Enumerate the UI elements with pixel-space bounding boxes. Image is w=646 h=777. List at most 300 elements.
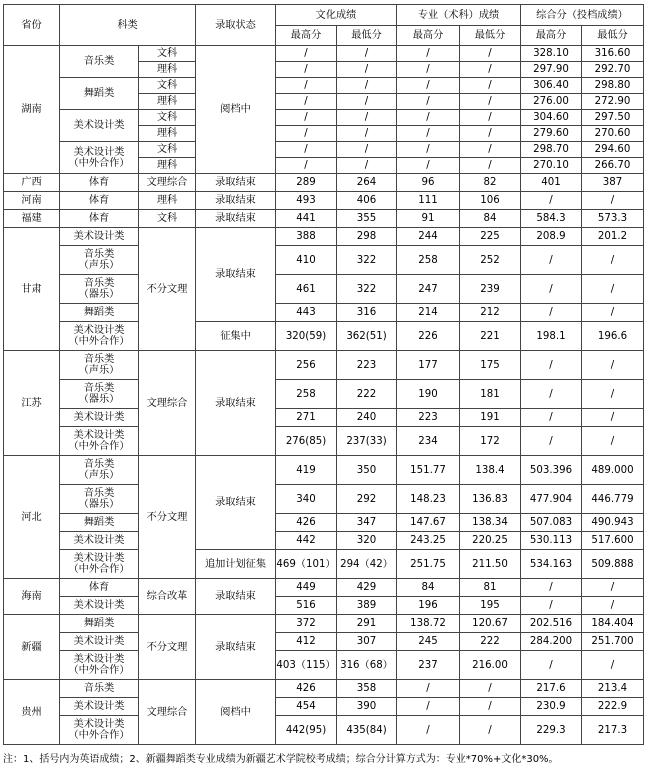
- table-cell: 292: [337, 485, 397, 514]
- table-row: [4, 246, 644, 275]
- table-cell: 234: [397, 427, 460, 456]
- table-row: [4, 615, 644, 633]
- table-cell: 220.25: [460, 532, 521, 550]
- table-cell: 216.00: [460, 651, 521, 680]
- table-cell: 289: [276, 174, 337, 192]
- table-cell: 录取结束: [196, 615, 276, 680]
- table-cell: /: [337, 126, 397, 142]
- header-province: 省份: [4, 5, 60, 46]
- table-cell: /: [521, 579, 582, 597]
- table-cell: 184.404: [582, 615, 644, 633]
- table-cell: /: [337, 158, 397, 174]
- table-cell: 138.34: [460, 514, 521, 532]
- table-cell: 271: [276, 409, 337, 427]
- table-cell: 河北: [4, 456, 60, 579]
- table-cell: /: [397, 142, 460, 158]
- table-cell: 追加计划征集: [196, 550, 276, 579]
- table-cell: 442: [276, 532, 337, 550]
- table-cell: /: [397, 78, 460, 94]
- table-cell: /: [460, 94, 521, 110]
- table-cell: 270.10: [521, 158, 582, 174]
- table-cell: 294（42）: [337, 550, 397, 579]
- table-cell: 综合改革: [139, 579, 196, 615]
- header-professional-low: 最低分: [460, 26, 521, 46]
- table-cell: 196.6: [582, 322, 644, 351]
- table-cell: /: [460, 110, 521, 126]
- table-cell: 244: [397, 228, 460, 246]
- table-cell: 体育: [60, 210, 139, 228]
- table-cell: 美术设计类: [60, 633, 139, 651]
- table-cell: 258: [397, 246, 460, 275]
- table-cell: 517.600: [582, 532, 644, 550]
- table-cell: 录取结束: [196, 228, 276, 322]
- table-cell: 322: [337, 246, 397, 275]
- table-cell: 270.60: [582, 126, 644, 142]
- table-cell: 211.50: [460, 550, 521, 579]
- table-cell: 体育: [60, 192, 139, 210]
- table-cell: 507.083: [521, 514, 582, 532]
- table-cell: /: [521, 304, 582, 322]
- table-cell: 文科: [139, 78, 196, 94]
- table-cell: 217.6: [521, 680, 582, 698]
- table-cell: 412: [276, 633, 337, 651]
- table-cell: 音乐类 （器乐）: [60, 380, 139, 409]
- table-row: [4, 550, 644, 579]
- table-cell: 340: [276, 485, 337, 514]
- header-culture-score: 文化成绩: [276, 5, 397, 26]
- table-cell: 316.60: [582, 46, 644, 62]
- table-cell: /: [276, 46, 337, 62]
- table-cell: 304.60: [521, 110, 582, 126]
- table-cell: 237: [397, 651, 460, 680]
- table-cell: 84: [460, 210, 521, 228]
- table-cell: 舞蹈类: [60, 78, 139, 110]
- table-body: [4, 46, 644, 745]
- table-cell: 490.943: [582, 514, 644, 532]
- table-cell: 美术设计类: [60, 597, 139, 615]
- table-row: [4, 228, 644, 246]
- table-cell: 录取结束: [196, 174, 276, 192]
- table-cell: 251.700: [582, 633, 644, 651]
- table-cell: 362(51): [337, 322, 397, 351]
- table-cell: 316（68）: [337, 651, 397, 680]
- table-cell: /: [397, 126, 460, 142]
- table-cell: 172: [460, 427, 521, 456]
- table-cell: 272.90: [582, 94, 644, 110]
- table-cell: /: [460, 62, 521, 78]
- table-cell: 不分文理: [139, 615, 196, 680]
- table-cell: /: [397, 158, 460, 174]
- table-cell: 320: [337, 532, 397, 550]
- table-cell: 190: [397, 380, 460, 409]
- table-cell: 298.80: [582, 78, 644, 94]
- table-cell: 美术设计类 （中外合作）: [60, 651, 139, 680]
- table-cell: 222: [337, 380, 397, 409]
- table-cell: 音乐类 （声乐）: [60, 351, 139, 380]
- table-cell: 388: [276, 228, 337, 246]
- table-cell: 191: [460, 409, 521, 427]
- table-cell: 222: [460, 633, 521, 651]
- table-cell: 530.113: [521, 532, 582, 550]
- table-cell: 美术设计类 （中外合作）: [60, 716, 139, 745]
- table-cell: 534.163: [521, 550, 582, 579]
- table-cell: 240: [337, 409, 397, 427]
- table-cell: 322: [337, 275, 397, 304]
- table-cell: 148.23: [397, 485, 460, 514]
- table-cell: 录取结束: [196, 456, 276, 550]
- table-cell: 177: [397, 351, 460, 380]
- table-cell: /: [397, 94, 460, 110]
- table-cell: 阅档中: [196, 680, 276, 745]
- table-cell: 体育: [60, 174, 139, 192]
- table-cell: 文理综合: [139, 174, 196, 192]
- table-cell: 212: [460, 304, 521, 322]
- table-cell: 221: [460, 322, 521, 351]
- table-cell: /: [276, 126, 337, 142]
- table-cell: 文科: [139, 142, 196, 158]
- table-cell: 276(85): [276, 427, 337, 456]
- table-row: [4, 698, 644, 716]
- table-row: [4, 427, 644, 456]
- table-cell: /: [521, 380, 582, 409]
- table-cell: /: [521, 651, 582, 680]
- table-cell: /: [397, 716, 460, 745]
- table-cell: 243.25: [397, 532, 460, 550]
- table-cell: 理科: [139, 94, 196, 110]
- table-row: [4, 409, 644, 427]
- header-composite-score: 综合分（投档成绩）: [521, 5, 644, 26]
- table-cell: 征集中: [196, 322, 276, 351]
- table-cell: 442(95): [276, 716, 337, 745]
- table-row: [4, 275, 644, 304]
- table-cell: 舞蹈类: [60, 615, 139, 633]
- table-cell: /: [582, 192, 644, 210]
- table-cell: 239: [460, 275, 521, 304]
- table-cell: 111: [397, 192, 460, 210]
- table-cell: 358: [337, 680, 397, 698]
- table-cell: /: [397, 680, 460, 698]
- table-cell: 307: [337, 633, 397, 651]
- table-cell: 138.4: [460, 456, 521, 485]
- table-row: [4, 680, 644, 698]
- table-cell: 276.00: [521, 94, 582, 110]
- table-cell: 446.779: [582, 485, 644, 514]
- table-cell: 516: [276, 597, 337, 615]
- header-status: 录取状态: [196, 5, 276, 46]
- table-cell: 454: [276, 698, 337, 716]
- table-cell: 372: [276, 615, 337, 633]
- table-cell: 419: [276, 456, 337, 485]
- header-culture-low: 最低分: [337, 26, 397, 46]
- table-cell: 文科: [139, 210, 196, 228]
- table-row: [4, 210, 644, 228]
- table-row: [4, 633, 644, 651]
- table-cell: 138.72: [397, 615, 460, 633]
- table-cell: /: [460, 126, 521, 142]
- table-cell: /: [276, 62, 337, 78]
- table-cell: 213.4: [582, 680, 644, 698]
- table-cell: 195: [460, 597, 521, 615]
- header-row-main: [4, 5, 644, 26]
- table-cell: 阅档中: [196, 46, 276, 174]
- table-cell: 297.50: [582, 110, 644, 126]
- table-cell: 251.75: [397, 550, 460, 579]
- table-cell: /: [460, 46, 521, 62]
- table-cell: 甘肃: [4, 228, 60, 351]
- table-cell: 237(33): [337, 427, 397, 456]
- table-cell: 美术设计类: [60, 228, 139, 246]
- header-composite-low: 最低分: [582, 26, 644, 46]
- table-row: [4, 380, 644, 409]
- table-cell: 509.888: [582, 550, 644, 579]
- table-cell: /: [582, 246, 644, 275]
- table-cell: 401: [521, 174, 582, 192]
- table-row: [4, 485, 644, 514]
- table-cell: 文理综合: [139, 351, 196, 456]
- table-cell: /: [582, 304, 644, 322]
- table-cell: 贵州: [4, 680, 60, 745]
- table-cell: /: [460, 716, 521, 745]
- table-row: [4, 351, 644, 380]
- table-cell: /: [397, 62, 460, 78]
- table-cell: 223: [337, 351, 397, 380]
- table-cell: /: [582, 579, 644, 597]
- table-cell: /: [521, 246, 582, 275]
- table-cell: 文科: [139, 110, 196, 126]
- table-cell: 489.000: [582, 456, 644, 485]
- table-cell: 503.396: [521, 456, 582, 485]
- table-cell: 录取结束: [196, 192, 276, 210]
- table-cell: 海南: [4, 579, 60, 615]
- table-cell: 理科: [139, 126, 196, 142]
- table-cell: /: [337, 46, 397, 62]
- table-cell: 230.9: [521, 698, 582, 716]
- table-cell: 196: [397, 597, 460, 615]
- table-row: [4, 456, 644, 485]
- table-cell: /: [582, 651, 644, 680]
- table-cell: 387: [582, 174, 644, 192]
- table-cell: 298: [337, 228, 397, 246]
- table-cell: 469（101）: [276, 550, 337, 579]
- table-cell: 247: [397, 275, 460, 304]
- table-cell: /: [460, 142, 521, 158]
- table-cell: 音乐类 （器乐）: [60, 275, 139, 304]
- table-cell: 体育: [60, 579, 139, 597]
- table-cell: 449: [276, 579, 337, 597]
- table-cell: /: [460, 78, 521, 94]
- table-cell: 350: [337, 456, 397, 485]
- table-cell: 292.70: [582, 62, 644, 78]
- table-cell: 河南: [4, 192, 60, 210]
- table-cell: 106: [460, 192, 521, 210]
- table-cell: 美术设计类: [60, 110, 139, 142]
- table-cell: 443: [276, 304, 337, 322]
- table-cell: 181: [460, 380, 521, 409]
- table-cell: /: [397, 110, 460, 126]
- table-row: [4, 597, 644, 615]
- table-cell: 录取结束: [196, 351, 276, 456]
- table-cell: /: [337, 142, 397, 158]
- table-cell: 美术设计类 （中外合作）: [60, 142, 139, 174]
- table-cell: 不分文理: [139, 228, 196, 351]
- table-cell: 录取结束: [196, 579, 276, 615]
- admission-score-table: [3, 4, 644, 745]
- table-cell: /: [521, 597, 582, 615]
- table-cell: 208.9: [521, 228, 582, 246]
- table-row: [4, 322, 644, 351]
- table-cell: 390: [337, 698, 397, 716]
- table-cell: 81: [460, 579, 521, 597]
- table-cell: 理科: [139, 192, 196, 210]
- table-cell: /: [582, 597, 644, 615]
- table-cell: 316: [337, 304, 397, 322]
- table-cell: /: [276, 94, 337, 110]
- table-cell: 266.70: [582, 158, 644, 174]
- table-cell: 461: [276, 275, 337, 304]
- table-cell: /: [276, 110, 337, 126]
- table-cell: 广西: [4, 174, 60, 192]
- table-row: [4, 532, 644, 550]
- table-row: [4, 651, 644, 680]
- table-cell: /: [460, 680, 521, 698]
- table-row: [4, 716, 644, 745]
- table-cell: 美术设计类: [60, 698, 139, 716]
- table-cell: 403（115）: [276, 651, 337, 680]
- table-cell: 225: [460, 228, 521, 246]
- table-cell: 91: [397, 210, 460, 228]
- table-cell: 舞蹈类: [60, 514, 139, 532]
- table-cell: /: [397, 698, 460, 716]
- table-cell: 406: [337, 192, 397, 210]
- table-cell: 328.10: [521, 46, 582, 62]
- table-cell: 音乐类: [60, 46, 139, 78]
- table-cell: 410: [276, 246, 337, 275]
- table-cell: 201.2: [582, 228, 644, 246]
- table-cell: 美术设计类: [60, 532, 139, 550]
- table-cell: 美术设计类 （中外合作）: [60, 322, 139, 351]
- table-cell: 477.904: [521, 485, 582, 514]
- table-cell: /: [521, 409, 582, 427]
- table-cell: /: [582, 409, 644, 427]
- table-cell: 279.60: [521, 126, 582, 142]
- table-cell: /: [397, 46, 460, 62]
- table-cell: 426: [276, 514, 337, 532]
- table-cell: /: [521, 351, 582, 380]
- table-cell: /: [521, 192, 582, 210]
- footnote: 注：1、括号内为英语成绩；2、新疆舞蹈类专业成绩为新疆艺术学院校考成绩；综合分计算方式为：专业*70%+文化*30%。: [3, 754, 559, 765]
- table-cell: 493: [276, 192, 337, 210]
- table-cell: 84: [397, 579, 460, 597]
- table-cell: 252: [460, 246, 521, 275]
- table-cell: 198.1: [521, 322, 582, 351]
- table-cell: 347: [337, 514, 397, 532]
- table-cell: 理科: [139, 158, 196, 174]
- table-row: [4, 579, 644, 597]
- table-cell: /: [337, 62, 397, 78]
- table-row: [4, 110, 644, 126]
- table-row: [4, 192, 644, 210]
- table-cell: 文科: [139, 46, 196, 62]
- table-cell: /: [460, 698, 521, 716]
- table-cell: /: [582, 351, 644, 380]
- table-cell: /: [460, 158, 521, 174]
- header-professional-high: 最高分: [397, 26, 460, 46]
- table-cell: /: [337, 78, 397, 94]
- table-cell: 435(84): [337, 716, 397, 745]
- table-cell: 音乐类 （声乐）: [60, 456, 139, 485]
- table-cell: 音乐类: [60, 680, 139, 698]
- header-category: 科类: [60, 5, 196, 46]
- table-cell: 文理综合: [139, 680, 196, 745]
- table-cell: 湖南: [4, 46, 60, 174]
- table-cell: 江苏: [4, 351, 60, 456]
- table-cell: 297.90: [521, 62, 582, 78]
- admission-scores-document: [3, 4, 643, 765]
- table-cell: 120.67: [460, 615, 521, 633]
- table-cell: 美术设计类: [60, 409, 139, 427]
- table-cell: 217.3: [582, 716, 644, 745]
- table-cell: 不分文理: [139, 456, 196, 579]
- table-cell: 284.200: [521, 633, 582, 651]
- table-cell: /: [582, 380, 644, 409]
- table-cell: 音乐类 （声乐）: [60, 246, 139, 275]
- table-row: [4, 174, 644, 192]
- table-cell: /: [276, 158, 337, 174]
- table-cell: 新疆: [4, 615, 60, 680]
- table-cell: 175: [460, 351, 521, 380]
- table-cell: 258: [276, 380, 337, 409]
- table-cell: 136.83: [460, 485, 521, 514]
- table-cell: 441: [276, 210, 337, 228]
- table-row: [4, 304, 644, 322]
- table-cell: 147.67: [397, 514, 460, 532]
- table-cell: 256: [276, 351, 337, 380]
- table-cell: /: [521, 427, 582, 456]
- table-cell: /: [276, 78, 337, 94]
- table-row: [4, 142, 644, 158]
- table-cell: 429: [337, 579, 397, 597]
- table-cell: 320(59): [276, 322, 337, 351]
- table-cell: 573.3: [582, 210, 644, 228]
- table-cell: 录取结束: [196, 210, 276, 228]
- table-cell: 美术设计类 （中外合作）: [60, 427, 139, 456]
- table-cell: 151.77: [397, 456, 460, 485]
- table-cell: /: [276, 142, 337, 158]
- header-culture-high: 最高分: [276, 26, 337, 46]
- table-cell: 音乐类 （器乐）: [60, 485, 139, 514]
- table-cell: 584.3: [521, 210, 582, 228]
- table-cell: 福建: [4, 210, 60, 228]
- table-cell: 96: [397, 174, 460, 192]
- table-cell: /: [521, 275, 582, 304]
- table-row: [4, 78, 644, 94]
- table-cell: 306.40: [521, 78, 582, 94]
- table-cell: 264: [337, 174, 397, 192]
- table-row: [4, 46, 644, 62]
- table-cell: 389: [337, 597, 397, 615]
- table-cell: 294.60: [582, 142, 644, 158]
- table-cell: 理科: [139, 62, 196, 78]
- table-cell: 舞蹈类: [60, 304, 139, 322]
- table-cell: /: [337, 110, 397, 126]
- table-cell: 223: [397, 409, 460, 427]
- table-cell: 202.516: [521, 615, 582, 633]
- table-cell: 222.9: [582, 698, 644, 716]
- header-composite-high: 最高分: [521, 26, 582, 46]
- table-cell: 82: [460, 174, 521, 192]
- table-cell: 226: [397, 322, 460, 351]
- table-row: [4, 514, 644, 532]
